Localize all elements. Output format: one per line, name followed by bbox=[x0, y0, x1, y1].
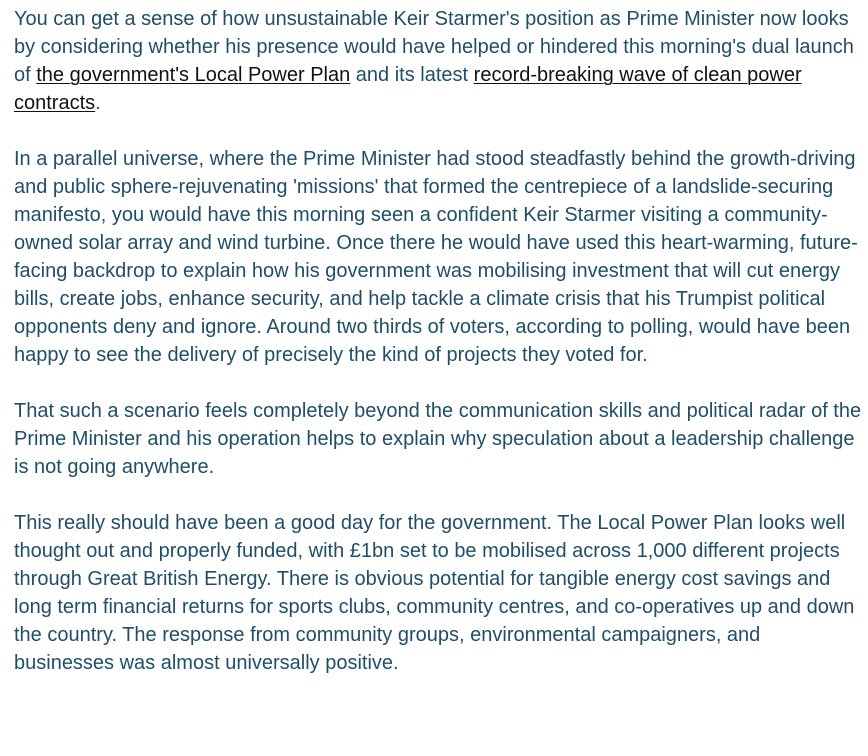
paragraph-intro-text-after: . bbox=[95, 92, 101, 114]
clean-power-contracts-link[interactable]: record-breaking wave of clean power contracts bbox=[14, 64, 802, 114]
paragraph-scenario: That such a scenario feels completely beyond the communication skills and political radar of the Prime Minister and his operation helps to explain why speculation about a leadership challenge is not going anywhere. bbox=[14, 400, 862, 478]
paragraph-intro-text-middle: and its latest bbox=[350, 64, 474, 86]
paragraph-good-day: This really should have been a good day for the government. The Local Power Plan looks well thought out and properly funded, with £1bn set to be mobilised across 1,000 different projects through Great British Energy. There is obvious potential for tangible energy cost savings and long term financial returns for sports clubs, community centres, and co-operatives up and down the country. The response from community groups, environmental campaigners, and businesses was almost universally positive. bbox=[14, 512, 855, 674]
article-body bbox=[14, 5, 862, 677]
local-power-plan-link[interactable]: the government's Local Power Plan bbox=[36, 64, 351, 86]
paragraph-parallel-universe: In a parallel universe, where the Prime Minister had stood steadfastly behind the growth-driving and public sphere-rejuvenating 'missions' that formed the centrepiece of a landslide-securing manifesto, you would have this morning seen a confident Keir Starmer visiting a community-owned solar array and wind turbine. Once there he would have used this heart-warming, future-facing backdrop to explain how his government was mobilising investment that will cut energy bills, create jobs, enhance security, and help tackle a climate crisis that his Trumpist political opponents deny and ignore. Around two thirds of voters, according to polling, would have been happy to see the delivery of precisely the kind of projects they voted for. bbox=[14, 148, 858, 366]
paragraph-intro bbox=[14, 5, 862, 117]
paragraph-intro-text-before: You can get a sense of how unsustainable Keir Starmer's position as Prime Minister now looks by considering whether his presence would have helped or hindered this morning's dual launch of bbox=[14, 8, 854, 86]
